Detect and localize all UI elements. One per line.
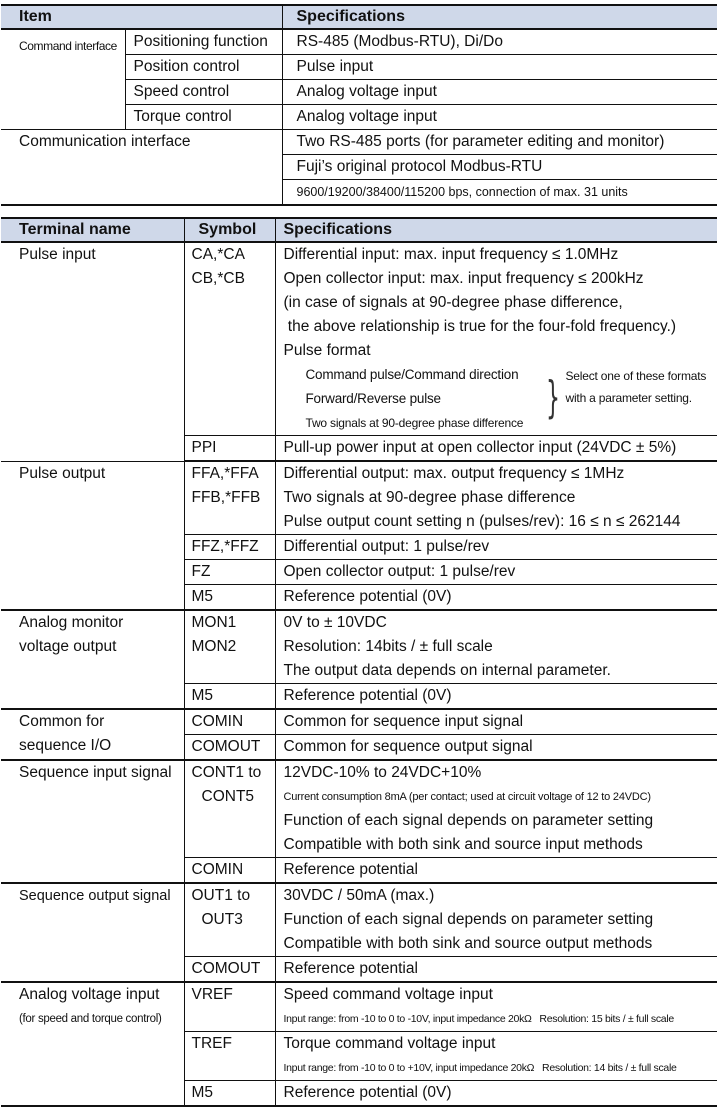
header-item: Item: [1, 5, 282, 29]
pulse-output-spec-1: Differential output: max. output frequency ≤ 1MHz: [283, 465, 625, 482]
pulse-output-spec-2: Two signals at 90-degree phase difference: [283, 489, 576, 506]
analog-voltage-m5-spec: Reference potential (0V): [275, 1081, 717, 1107]
sequence-output-spec-3: Compatible with both sink and source output methods: [283, 935, 653, 952]
comout-spec: Common for sequence output signal: [275, 735, 717, 761]
comout-symbol: COMOUT: [184, 735, 275, 761]
header-terminal-name: Terminal name: [1, 218, 184, 242]
analog-monitor-m5-spec: Reference potential (0V): [275, 684, 717, 710]
fz-spec: Open collector output: 1 pulse/rev: [275, 560, 717, 585]
pulse-format-label: Pulse format: [283, 342, 371, 359]
comm-spec-ports: Two RS-485 ports (for parameter editing and monitor): [282, 130, 717, 155]
position-control-label: Position control: [125, 55, 282, 80]
sequence-output-spec-2: Function of each signal depends on parameter setting: [283, 911, 654, 928]
ppi-spec: Pull-up power input at open collector input (24VDC ± 5%): [275, 436, 717, 462]
sequence-output-name: Sequence output signal: [19, 888, 171, 904]
comin-symbol: COMIN: [184, 709, 275, 735]
pulse-output-symbol-ffb: FFB,*FFB: [191, 489, 261, 506]
pulse-input-symbol-ca: CA,*CA: [191, 246, 245, 263]
ffz-symbol: FFZ,*FFZ: [184, 535, 275, 560]
format-note-2: with a parameter setting.: [565, 391, 692, 405]
common-io-name-2: sequence I/O: [19, 737, 112, 754]
sequence-input-spec-4: Compatible with both sink and source input methods: [283, 836, 643, 853]
comin-spec: Common for sequence input signal: [275, 709, 717, 735]
pulse-input-spec-2: Open collector input: max. input frequency ≤ 200kHz: [283, 270, 644, 287]
analog-monitor-spec-2: Resolution: 14bits / ± full scale: [283, 638, 493, 655]
torque-control-label: Torque control: [125, 105, 282, 130]
tref-spec-1: Torque command voltage input: [283, 1035, 496, 1052]
analog-voltage-input-name-1: Analog voltage input: [19, 986, 160, 1003]
cont1-symbol: CONT1 to: [191, 764, 262, 781]
communication-interface-label: Communication interface: [1, 130, 282, 206]
fz-symbol: FZ: [184, 560, 275, 585]
analog-voltage-m5-symbol: M5: [184, 1081, 275, 1107]
out1-symbol: OUT1 to: [191, 887, 251, 904]
pulse-output-name: Pulse output: [1, 461, 184, 610]
position-control-spec: Pulse input: [282, 55, 717, 80]
positioning-function-spec: RS-485 (Modbus-RTU), Di/Do: [282, 29, 717, 55]
torque-control-spec: Analog voltage input: [282, 105, 717, 130]
pulse-output-m5-spec: Reference potential (0V): [275, 585, 717, 611]
pulse-input-spec-3: (in case of signals at 90-degree phase difference,: [283, 294, 623, 311]
analog-monitor-m5-symbol: M5: [184, 684, 275, 710]
speed-control-spec: Analog voltage input: [282, 80, 717, 105]
pulse-output-m5-symbol: M5: [184, 585, 275, 611]
header-symbol: Symbol: [184, 218, 275, 242]
terminal-table: [1, 217, 717, 1107]
mon2-symbol: MON2: [191, 638, 237, 655]
vref-spec-1: Speed command voltage input: [283, 986, 493, 1003]
comm-spec-protocol: Fuji’s original protocol Modbus-RTU: [282, 155, 717, 180]
format-forward-reverse: Forward/Reverse pulse: [305, 391, 441, 406]
header-specifications: Specifications: [282, 5, 717, 29]
sequence-input-name: Sequence input signal: [1, 760, 184, 883]
command-interface-table: [1, 4, 717, 206]
ppi-symbol: PPI: [184, 436, 275, 462]
out3-symbol: OUT3: [201, 911, 243, 928]
sequence-input-spec-2: Current consumption 8mA (per contact; used at circuit voltage of 12 to 24VDC): [283, 791, 651, 803]
sequence-input-ref-spec: Reference potential: [275, 858, 717, 884]
analog-voltage-input-name-2: (for speed and torque control): [19, 1013, 162, 1025]
brace-icon: }: [545, 372, 560, 423]
sequence-input-spec-1: 12VDC-10% to 24VDC+10%: [283, 764, 482, 781]
analog-monitor-spec-3: The output data depends on internal parameter.: [283, 662, 611, 679]
pulse-input-symbol-cb: CB,*CB: [191, 270, 245, 287]
analog-monitor-spec-1: 0V to ± 10VDC: [283, 614, 387, 631]
pulse-output-spec-3: Pulse output count setting n (pulses/rev): 16 ≤ n ≤ 262144: [283, 513, 681, 530]
analog-monitor-name-1: Analog monitor: [19, 614, 124, 631]
pulse-format-list: [284, 363, 718, 435]
comm-spec-baud: 9600/19200/38400/115200 bps, connection of max. 31 units: [296, 185, 628, 199]
pulse-input-spec-4: the above relationship is true for the four-fold frequency.): [283, 318, 677, 335]
pulse-input-spec-1: Differential input: max. input frequency ≤ 1.0MHz: [283, 246, 619, 263]
sequence-input-spec-3: Function of each signal depends on parameter setting: [283, 812, 654, 829]
command-interface-label: Command interface: [19, 39, 117, 53]
pulse-output-symbol-ffa: FFA,*FFA: [191, 465, 259, 482]
mon1-symbol: MON1: [191, 614, 237, 631]
vref-spec-2: Input range: from -10 to 0 to -10V, input impedance 20kΩ Resolution: 15 bits / ± full scale: [283, 1013, 674, 1025]
format-note-1: Select one of these formats: [565, 369, 707, 383]
tref-symbol: TREF: [184, 1032, 275, 1081]
format-two-signals: Two signals at 90-degree phase difference: [305, 416, 524, 430]
cont5-symbol: CONT5: [201, 788, 255, 805]
vref-symbol: VREF: [184, 982, 275, 1032]
positioning-function-label: Positioning function: [125, 29, 282, 55]
common-io-name-1: Common for: [19, 713, 105, 730]
analog-monitor-name-2: voltage output: [19, 638, 117, 655]
sequence-output-ref-symbol: COMOUT: [184, 957, 275, 983]
header-specifications-2: Specifications: [275, 218, 717, 242]
sequence-input-ref-symbol: COMIN: [184, 858, 275, 884]
pulse-input-name: Pulse input: [1, 242, 184, 461]
sequence-output-ref-spec: Reference potential: [275, 957, 717, 983]
sequence-output-spec-1: 30VDC / 50mA (max.): [283, 887, 435, 904]
tref-spec-2: Input range: from -10 to 0 to +10V, input impedance 20kΩ Resolution: 14 bits / ± full scale: [283, 1062, 677, 1074]
ffz-spec: Differential output: 1 pulse/rev: [275, 535, 717, 560]
format-command-pulse: Command pulse/Command direction: [305, 367, 519, 382]
speed-control-label: Speed control: [125, 80, 282, 105]
